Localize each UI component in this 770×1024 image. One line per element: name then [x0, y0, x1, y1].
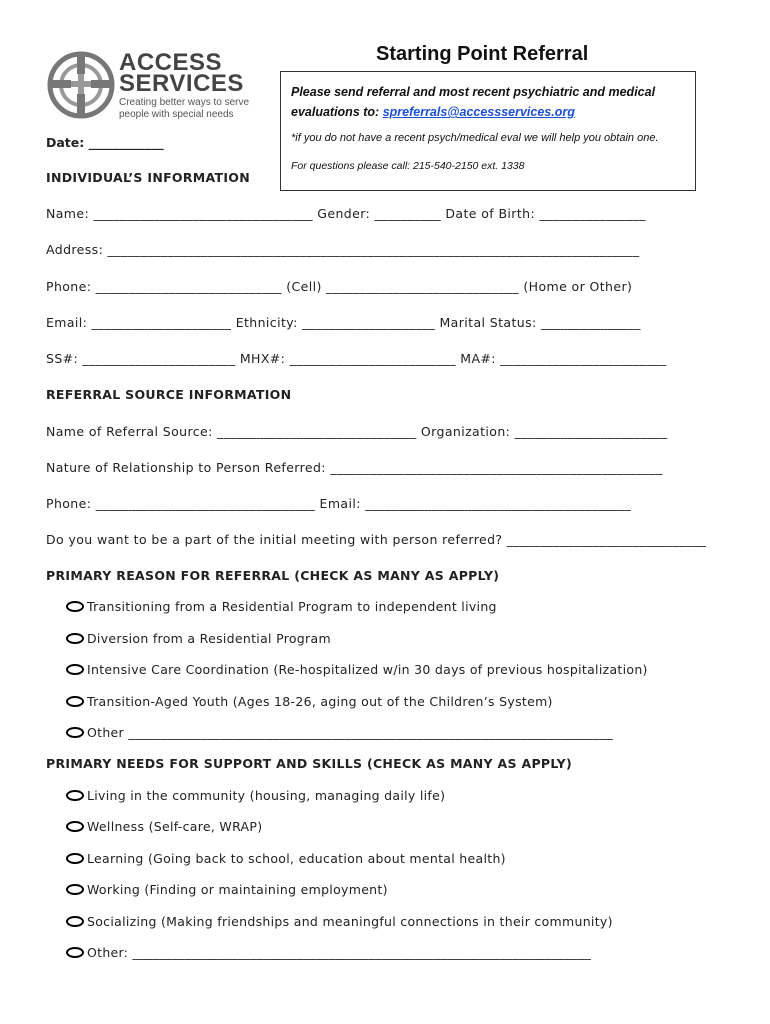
reason-option-label: Transition-Aged Youth (Ages 18-26, aging out of the Children’s System): [87, 694, 553, 709]
checkbox-circle-icon[interactable]: [66, 853, 84, 864]
needs-option-label: Working (Finding or maintaining employment): [87, 882, 388, 897]
checkbox-circle-icon[interactable]: [66, 916, 84, 927]
needs-option[interactable]: [66, 914, 613, 929]
checkbox-circle-icon[interactable]: [66, 884, 84, 895]
individual-phone-row[interactable]: Phone: ____________________________ (Cell) _____________________________ (Home or Other): [46, 279, 633, 294]
reason-option-label: Intensive Care Coordination (Re-hospitalized w/in 30 days of previous hospitalization): [87, 662, 648, 677]
referral-phone-email-row[interactable]: Phone: _________________________________ Email: ________________________________________: [46, 496, 632, 511]
name-gender-dob-row[interactable]: Name: _________________________________ Gender: __________ Date of Birth: ________________: [46, 206, 646, 221]
date-field[interactable]: Date: ____________: [46, 135, 164, 150]
checkbox-circle-icon[interactable]: [66, 821, 84, 832]
email-ethnicity-marital-row[interactable]: Email: _____________________ Ethnicity: ____________________ Marital Status: _______________: [46, 315, 641, 330]
logo-name-line1: ACCESS: [119, 49, 223, 76]
needs-option-label: Other: ______________________________________________________________________: [87, 945, 592, 960]
individual-heading: INDIVIDUAL’S INFORMATION: [46, 170, 250, 185]
checkbox-circle-icon[interactable]: [66, 633, 84, 644]
reason-option-label: Diversion from a Residential Program: [87, 631, 331, 646]
checkbox-circle-icon[interactable]: [66, 947, 84, 958]
reason-option[interactable]: [66, 599, 497, 614]
checkbox-circle-icon[interactable]: [66, 696, 84, 707]
relationship-row[interactable]: Nature of Relationship to Person Referred: __________________________________________________: [46, 460, 663, 475]
referral-source-heading: REFERRAL SOURCE INFORMATION: [46, 387, 292, 402]
checkbox-circle-icon[interactable]: [66, 790, 84, 801]
needs-option-label: Wellness (Self-care, WRAP): [87, 819, 263, 834]
logo-mark-icon: [46, 50, 116, 120]
reason-option-other[interactable]: [66, 725, 613, 740]
ss-mhx-ma-row[interactable]: SS#: _______________________ MHX#: _________________________ MA#: _________________________: [46, 351, 667, 366]
logo-name-line2: SERVICES: [119, 70, 244, 97]
reason-option[interactable]: [66, 694, 553, 709]
needs-option[interactable]: [66, 882, 388, 897]
logo-org-name: [119, 49, 244, 97]
logo-tagline: Creating better ways to serve people with special needs: [119, 97, 250, 120]
reason-option-label: Transitioning from a Residential Program to independent living: [87, 599, 497, 614]
needs-option[interactable]: [66, 819, 262, 834]
needs-option-other[interactable]: [66, 945, 591, 960]
checkbox-circle-icon[interactable]: [66, 664, 84, 675]
needs-option[interactable]: [66, 851, 506, 866]
send-instructions: [291, 82, 686, 122]
checkbox-circle-icon[interactable]: [66, 601, 84, 612]
primary-needs-heading: PRIMARY NEEDS FOR SUPPORT AND SKILLS (CHECK AS MANY AS APPLY): [46, 756, 573, 771]
needs-option-label: Living in the community (housing, managing daily life): [87, 788, 446, 803]
reason-option[interactable]: [66, 631, 331, 646]
needs-option-label: Socializing (Making friendships and meaningful connections in their community): [87, 914, 613, 929]
reason-option-label: Other __________________________________________________________________________: [87, 725, 613, 740]
email-link[interactable]: spreferrals@accessservices.org: [382, 105, 575, 119]
primary-reason-heading: PRIMARY REASON FOR REFERRAL (CHECK AS MANY AS APPLY): [46, 568, 500, 583]
logo: [46, 50, 116, 120]
reason-option[interactable]: [66, 662, 648, 677]
checkbox-circle-icon[interactable]: [66, 727, 84, 738]
page-title: Starting Point Referral: [376, 43, 589, 65]
initial-meeting-row[interactable]: Do you want to be a part of the initial meeting with person referred? ______________________________: [46, 532, 707, 547]
questions-phone: For questions please call: 215-540-2150 ext. 1338: [291, 160, 525, 172]
address-row[interactable]: Address: ________________________________________________________________________________: [46, 242, 640, 257]
send-text: Please send referral and most recent psychiatric and medical evaluations to:: [291, 85, 656, 119]
eval-note: *if you do not have a recent psych/medical eval we will help you obtain one.: [291, 132, 659, 144]
referral-source-name-row[interactable]: Name of Referral Source: ______________________________ Organization: _______________________: [46, 424, 668, 439]
needs-option[interactable]: [66, 788, 445, 803]
needs-option-label: Learning (Going back to school, education about mental health): [87, 851, 506, 866]
info-box: [280, 71, 696, 191]
